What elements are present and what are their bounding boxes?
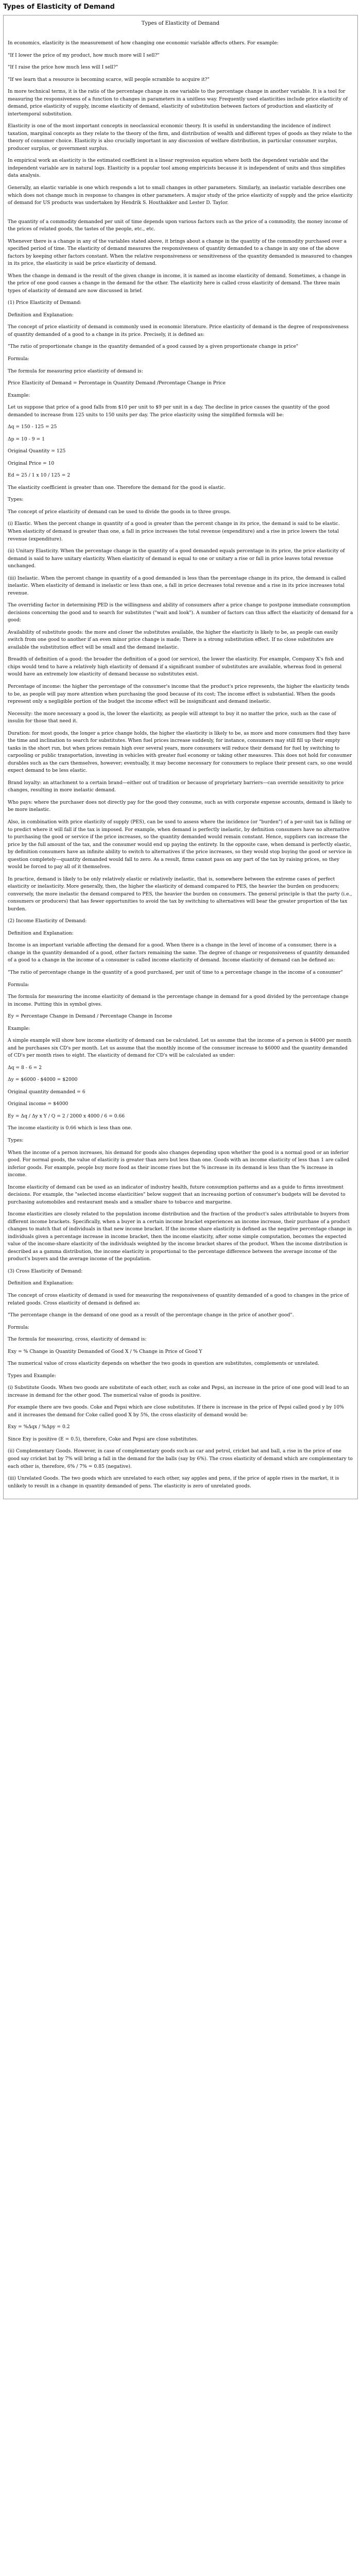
- paragraph: The concept of price elasticity of demand is commonly used in economic literature. Price elasticity of demand is the degree of responsiveness of quantity demanded of a good to a change in its price. Precisely, it is defined as:: [8, 324, 349, 337]
- paragraph: In more technical terms, it is the ratio of the percentage change in one variable to the percentage change in another variable. It is a tool for measuring the responsiveness of a function to changes in parameters in a unitless way. Frequently used elasticities include price elasticity of demand, price elasticity of supply, income elasticity of demand, elasticity of substitution between factors of production and elasticity of intertemporal substitution.: [8, 89, 348, 117]
- paragraph: Breadth of definition of a good: the broader the definition of a good (or service), the lower the elasticity. For example, Company X's fish and chips would tend to have a relatively high elasticity of demand if a significant number of substitutes are available, whereas food in general would have an extremely low elasticity of demand because no substitutes exist.: [8, 656, 344, 677]
- paragraph: For example there are two goods. Coke and Pepsi which are close substitutes. If there is increase in the price of Pepsi called good y by 10% and it increases the demand for Coke called good X by 5%, the cross elasticity of demand would be:: [8, 1404, 344, 1418]
- paragraph: Income is an important variable affecting the demand for a good. When there is a change in the level of income of a consumer, there is a change in the quantity demanded of a good, other factors remaining the same. The degree of change or responsiveness of quantity demanded of a good to a change in the income of a consumer is called income elasticity of demand. Income elasticity of demand can be defined as:: [8, 942, 350, 963]
- paragraph: Brand loyalty: an attachment to a certain brand—either out of tradition or because of proprietary barriers—can override sensitivity to price changes, resulting in more inelastic demand.: [8, 779, 344, 793]
- paragraph: Ey = Δq / Δy x Y / Q = 2 / 2000 x 4000 / 6 = 0.66: [8, 1113, 125, 1119]
- paragraph: Duration: for most goods, the longer a price change holds, the higher the elasticity is likely to be, as more and more consumers find they have the time and inclination to search for substitutes. When fuel prices increase suddenly, for instance, consumers may still fill up their empty tanks in the short run, but when prices remain high over several years, more consumers will reduce their demand for fuel by switching to carpooling or public transportation, investing in vehicles with greater fuel economy or taking other measures. This does not hold for consumer durables such as the cars themselves, however; eventually, it may become necessary for consumers to replace their present cars, so one would expect demand to be less elastic.: [8, 730, 352, 774]
- paragraph: Formula:: [8, 356, 29, 362]
- paragraph: A simple example will show how income elasticity of demand can be calculated. Let us assume that the income of a person is $4000 per month and he purchases six CD's per month. Let us assume that the monthly income of the consumer increase to $6000 and the quantity demanded of CD's per month rises to eight. The elasticity of demand for CD's will be calculated as under:: [8, 1038, 352, 1059]
- paragraph: Whenever there is a change in any of the variables stated above, it brings about a change in the quantity of the commodity purchased over a specified period of time. The elasticity of demand measures the responsiveness of quantity demanded to a change in any one of the above factors by keeping other factors constant. When the relative responsiveness or sensitiveness of the quantity demanded is measured to changes in its price, the elasticity is said be price elasticity of demand.: [8, 238, 352, 267]
- paragraph: "If I lower the price of my product, how much more will I sell?": [8, 52, 160, 58]
- paragraph: Original quantity demanded = 6: [8, 1089, 85, 1095]
- document-heading: Types of Elasticity of Demand: [141, 21, 220, 26]
- paragraph: The income elasticity is 0.66 which is less than one.: [8, 1125, 132, 1131]
- paragraph: Δq = 150 - 125 = 25: [8, 424, 57, 430]
- paragraph: Exy = %Δqx / %Δpy = 0.2: [8, 1424, 70, 1430]
- paragraph: "The ratio of proportionate change in the quantity demanded of a good caused by a given proportionate change in price": [8, 344, 299, 350]
- paragraph: Types:: [8, 1137, 24, 1143]
- paragraph: (2) Income Elasticity of Demand:: [8, 918, 87, 924]
- paragraph: Also, in combination with price elasticity of supply (PES), can be used to assess where the incidence (or "burden") of a per-unit tax is falling or to predict where it will fall if the tax is imposed. For example, when demand is perfectly inelastic, by definition consumers have no alternative to purchasing the good or service if the price increases, so the quantity demanded would remain constant. Hence, suppliers can increase the price by the full amount of the tax, and the consumer would end up paying the entirety. In the opposite case, when demand is perfectly elastic, by definition consumers have an infinite ability to switch to alternatives if the price increases, so they would stop buying the good or service in question completely—quantity demanded would fall to zero. As a result, firms cannot pass on any part of the tax by raising prices, so they would be forced to pay all of it themselves.: [8, 819, 352, 870]
- paragraph: Formula:: [8, 981, 29, 988]
- paragraph: The formula for measuring the income elasticity of demand is the percentage change in demand for a good divided by the percentage change in income. Putting this in symbol gives.: [8, 994, 349, 1007]
- paragraph: Δq = 8 - 6 = 2: [8, 1064, 42, 1071]
- paragraph: The overriding factor in determining PED is the willingness and ability of consumers after a price change to postpone immediate consumption decisions concerning the good and to search for substitutes ("wait and look"). A number of factors can thus affect the elasticity of demand for a good:: [8, 602, 353, 623]
- paragraph: In economics, elasticity is the measurement of how changing one economic variable affects others. For example:: [8, 40, 279, 46]
- paragraph: Original income = $4000: [8, 1101, 68, 1107]
- paragraph: The formula for measuring price elasticity of demand is:: [8, 368, 143, 374]
- paragraph: "The percentage change in the demand of one good as a result of the percentage change in the price of another good".: [8, 1312, 294, 1318]
- paragraph: (ii) Unitary Elasticity. When the percentage change in the quantity of a good demanded equals percentage in its price, the price elasticity of demand is said to have unitary elasticity. When elasticity of demand is equal to one or unitary a rise or fall in price leaves total revenue unchanged.: [8, 548, 345, 569]
- paragraph: Exy = % Change in Quantity Demanded of Good X / % Change in Price of Good Y: [8, 1348, 202, 1354]
- paragraph: The formula for measuring, cross, elasticity of demand is:: [8, 1336, 147, 1343]
- paragraph: Ed = 25 / 1 x 10 / 125 = 2: [8, 472, 71, 479]
- paragraph: Definition and Explanation:: [8, 930, 74, 936]
- paragraph: Ey = Percentage Change in Demand / Percentage Change in Income: [8, 1013, 173, 1020]
- paragraph: Generally, an elastic variable is one which responds a lot to small changes in other parameters. Similarly, an inelastic variable describes one which does not change much in response to changes in other parameters. A major study of the price elasticity of supply and the price elasticity of demand for US products was undertaken by Hendrik S. Houthakker and Lester D. Taylor.: [8, 184, 353, 206]
- paragraph: Necessity: the more necessary a good is, the lower the elasticity, as people will attempt to buy it no matter the price, such as the case of insulin for those that need it.: [8, 710, 336, 724]
- paragraph: Original Quantity = 125: [8, 448, 66, 454]
- paragraph: Price Elasticity of Demand = Percentage in Quantity Demand /Percentage Change in Price: [8, 380, 226, 386]
- paragraph: The quantity of a commodity demanded per unit of time depends upon various factors such as the price of a commodity, the money income of the prices of related goods, the tastes of the people, etc., etc.: [8, 218, 348, 232]
- paragraph: The numerical value of cross elasticity depends on whether the two goods in question are substitutes, complements or unrelated.: [8, 1361, 319, 1367]
- paragraph: "If we learn that a resource is becoming scarce, will people scramble to acquire it?": [8, 76, 210, 82]
- paragraph: Since Exy is positive (E = 0.5), therefore, Coke and Pepsi are close substitutes.: [8, 1436, 198, 1442]
- paragraph: Percentage of income: the higher the percentage of the consumer's income that the product's price represents, the higher the elasticity tends to be, as people will pay more attention when purchasing the good because of its cost; The income effect is substantial. When the goods represent only a negligible portion of the budget the income effect will be insignificant and demand inelastic.: [8, 684, 350, 705]
- document-frame: [3, 15, 358, 1499]
- paragraph: When the change in demand is the result of the given change in income, it is named as income elasticity of demand. Sometimes, a change in the price of one good causes a change in the demand for the other. The elasticity here is called cross elasticity of demand. The three main types of elasticity of demand are now discussed in brief.: [8, 273, 346, 294]
- paragraph: Original Price = 10: [8, 460, 55, 466]
- paragraph: Example:: [8, 1025, 30, 1031]
- paragraph: (i) Substitute Goods. When two goods are substitute of each other, such as coke and Pepsi, an increase in the price of one good will lead to an increase in demand for the other good. The numerical value of goods is positive.: [8, 1385, 349, 1398]
- paragraph: "The ratio of percentage change in the quantity of a good purchased, per unit of time to a percentage change in the income of a consumer": [8, 970, 343, 975]
- paragraph: "If I raise the price how much less will I sell?": [8, 64, 118, 71]
- paragraph: Δp = 10 - 9 = 1: [8, 436, 45, 442]
- paragraph: Definition and Explanation:: [8, 312, 74, 318]
- paragraph: (3) Cross Elasticity of Demand:: [8, 1268, 83, 1274]
- paragraph: (iii) Inelastic. When the percent change in quantity of a good demanded is less than the percentage change in its price, the demand is called inelastic. When elasticity of demand is inelastic or less than one, a fall in price decreases total revenue and a rise in its price increases total revenue.: [8, 575, 346, 596]
- paragraph: In practice, demand is likely to be only relatively elastic or relatively inelastic, that is, somewhere between the extreme cases of perfect elasticity or inelasticity. More generally, then, the higher the elasticity of demand compared to PES, the heavier the burden on producers; conversely, the more inelastic the demand compared to PES, the heavier the burden on consumers. The general principle is that the party (i.e., consumers or producers) that has fewer opportunities to avoid the tax by switching to alternatives will bear the greater proportion of the tax burden.: [8, 876, 352, 912]
- paragraph: Formula:: [8, 1324, 29, 1330]
- paragraph: Income elasticity of demand can be used as an indicator of industry health, future consumption patterns and as a guide to firms investment decisions. For example, the "selected income elasticities" below suggest that an increasing portion of consumer's budgets will be devoted to purchasing automobiles and restaurant meals and a smaller share to tobacco and margarine.: [8, 1184, 346, 1205]
- paragraph: Δy = $6000 - $4000 = $2000: [8, 1077, 78, 1083]
- paragraph: The concept of cross elasticity of demand is used for measuring the responsiveness of quantity demanded of a good to changes in the price of related goods. Cross elasticity of demand is defined as:: [8, 1293, 349, 1306]
- page-title: Types of Elasticity of Demand: [3, 3, 115, 11]
- paragraph: (i) Elastic. When the percent change in quantity of a good is greater than the percent change in its price, the demand is said to be elastic. When elasticity of demand is greater than one, a fall in price increases the total revenue (expenditure) and a rise in price lowers the total revenue (expenditure).: [8, 521, 340, 542]
- paragraph: Example:: [8, 392, 30, 398]
- paragraph: The elasticity coefficient is greater than one. Therefore the demand for the good is elastic.: [8, 484, 226, 490]
- paragraph: Types and Example:: [8, 1372, 56, 1379]
- paragraph: When the income of a person increases, his demand for goods also changes depending upon whether the good is a normal good or an inferior good. For normal goods, the value of elasticity is greater than zero but less than one. Goods with an income elasticity of less than 1 are called inferior goods. For example, people buy more food as their income rises but the % increase in its demand is less than the % increase in income.: [8, 1149, 350, 1178]
- document-body: [8, 40, 353, 1490]
- paragraph: Income elasticities are closely related to the population income distribution and the fraction of the product's sales attributable to buyers from different income brackets. Specifically, when a buyer in a certain income bracket experiences an income increase, their purchase of a product changes to match that of individuals in that new income bracket. If the income share elasticity is defined as the negative percentage change in individuals given a percentage increase in income bracket, then the income elasticity, after some simple computation, becomes the expected value of the income-share elasticity of the individuals weighted by the income bracket shares of the product. When the income distribution is described as a gamma distribution, the income elasticity is proportional to the percentage difference between the average income of the product's buyers and the average income of the population.: [8, 1211, 352, 1262]
- paragraph: (ii) Complementary Goods. However, in case of complementary goods such as car and petrol, cricket bat and ball, a rise in the price of one good say cricket bat by 7% will bring a fall in the demand for the balls (say by 6%). The cross elasticity of demand which are complementary to each other is, therefore, 6% / 7% = 0.85 (negative).: [8, 1448, 353, 1469]
- paragraph: Who pays: where the purchaser does not directly pay for the good they consume, such as with corporate expense accounts, demand is likely to be more inelastic.: [8, 799, 352, 813]
- paragraph: Let us suppose that price of a good falls from $10 per unit to $9 per unit in a day. The decline in price causes the quantity of the good demanded to increase from 125 units to 150 units per day. The price elasticity using the simplified formula will be:: [8, 404, 330, 418]
- paragraph: Availability of substitute goods: the more and closer the substitutes available, the higher the elasticity is likely to be, as people can easily switch from one good to another if an even minor price change is made; There is a strong substitution effect. If no close substitutes are available the substitution effect will be small and the demand inelastic.: [8, 629, 338, 650]
- paragraph: The concept of price elasticity of demand can be used to divide the goods in to three groups.: [8, 509, 231, 515]
- paragraph: (1) Price Elasticity of Demand:: [8, 300, 82, 306]
- paragraph: Types:: [8, 497, 24, 503]
- paragraph: Elasticity is one of the most important concepts in neoclassical economic theory. It is useful in understanding the incidence of indirect taxation, marginal concepts as they relate to the theory of the firm, and distribution of wealth and different types of goods as they relate to the theory of consumer choice. Elasticity is also crucially important in any discussion of welfare distribution, in particular consumer surplus, producer surplus, or government surplus.: [8, 123, 352, 151]
- paragraph: Definition and Explanation:: [8, 1280, 74, 1286]
- paragraph: (iii) Unrelated Goods. The two goods which are unrelated to each other, say apples and pens, if the price of apple rises in the market, it is unlikely to result in a change in quantity demanded of pens. The elasticity is zero of unrelated goods.: [8, 1476, 339, 1489]
- paragraph: In empirical work an elasticity is the estimated coefficient in a linear regression equation where both the dependent variable and the independent variable are in natural logs. Elasticity is a popular tool among empiricists because it is independent of units and thus simplifies data analysis.: [8, 158, 346, 179]
